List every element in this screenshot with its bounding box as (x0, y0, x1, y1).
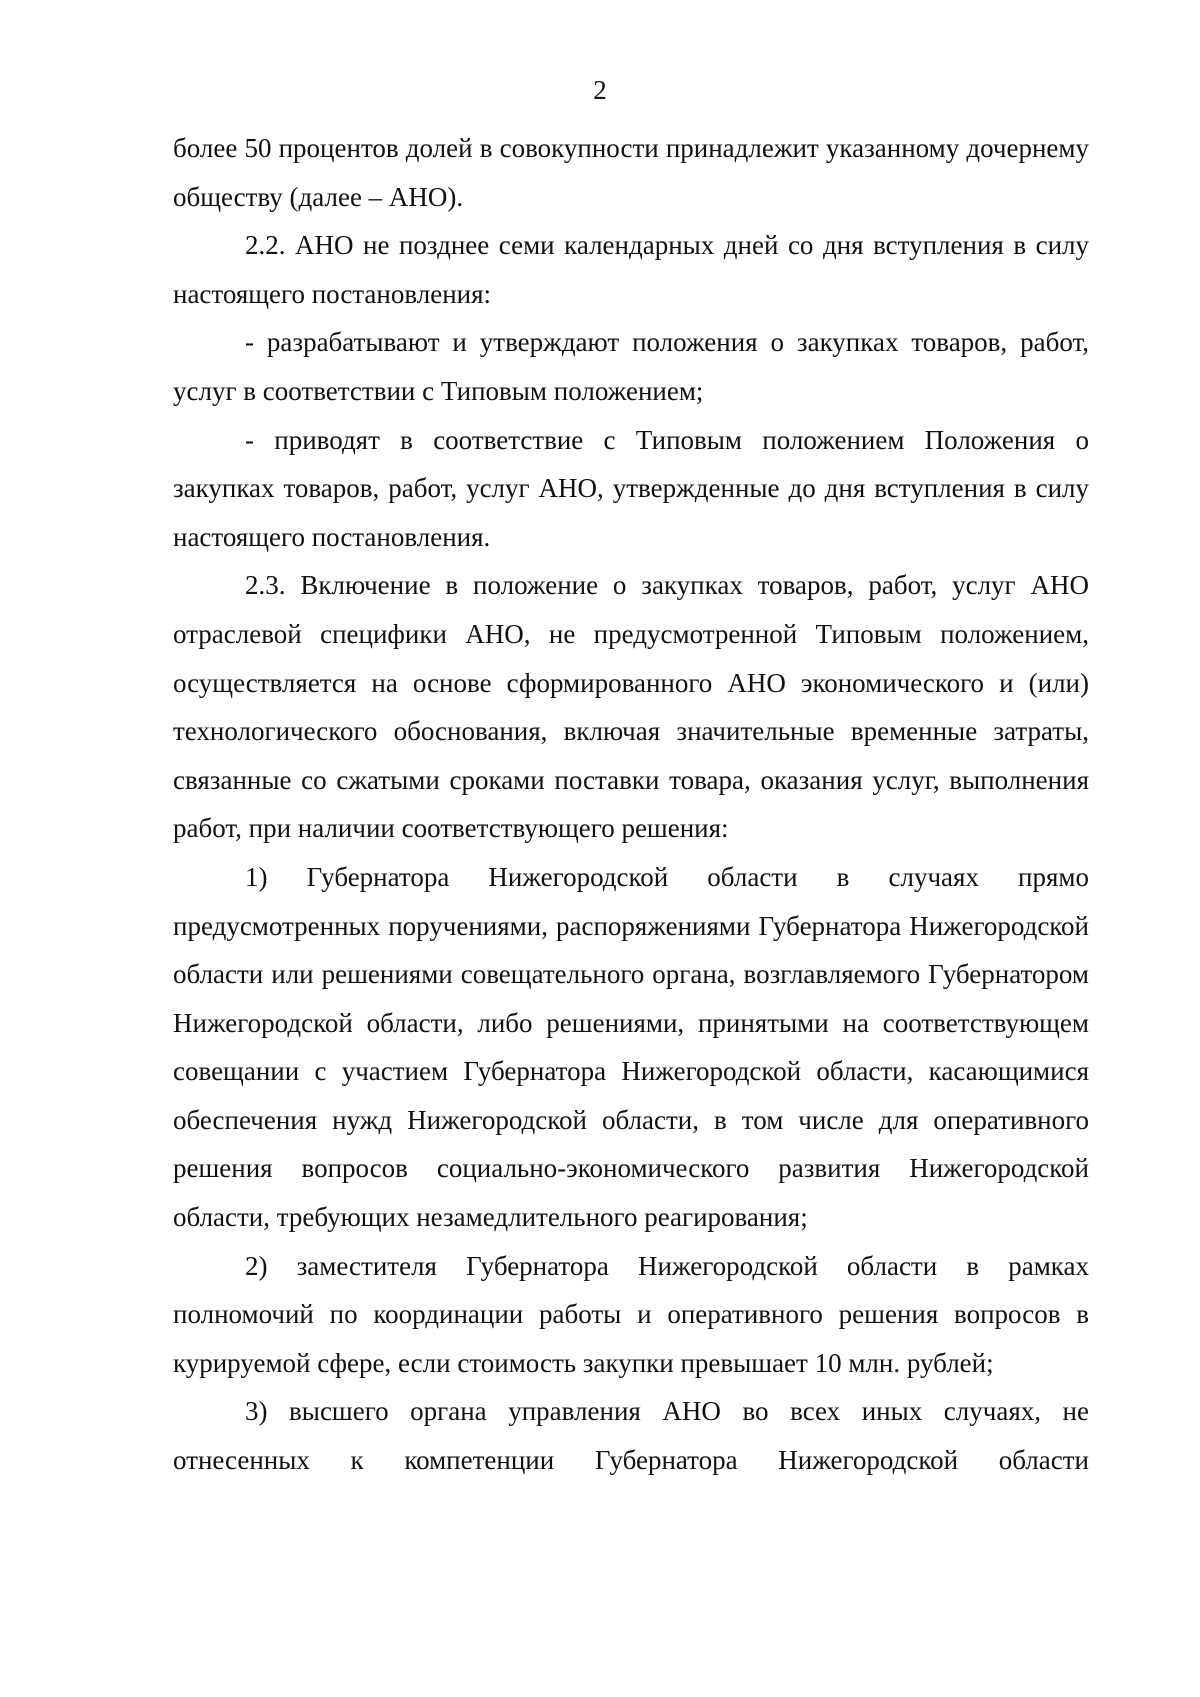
paragraph-develop-regulations: - разрабатывают и утверждают положения о закупках товаров, работ, услуг в соответствии с Типовым положением; (173, 327, 1089, 406)
paragraph-item-1: 1) Губернатора Нижегородской области в случаях прямо предусмотренных поручениями, распоряжениями Губернатора Нижегородской области или решениями совещательного органа, возглавляемого Губернатором Нижегородской области, либо решениями, принятыми на соответствующем совещании с участием Губернатора Нижегородской области, касающимися обеспечения нужд Нижегородской области, в том числе для оперативного решения вопросов социально-экономического развития Нижегородской области, требующих незамедлительного реагирования; (173, 861, 1089, 1233)
document-body (173, 124, 1089, 1485)
page-number: 2 (593, 75, 607, 105)
paragraph-2-2: 2.2. АНО не позднее семи календарных дней со дня вступления в силу настоящего постановления: (173, 230, 1089, 309)
paragraph-item-3: 3) высшего органа управления АНО во всех иных случаях, не отнесенных к компетенции Губернатора Нижегородской области (173, 1396, 1089, 1476)
paragraph-2-3: 2.3. Включение в положение о закупках товаров, работ, услуг АНО отраслевой специфики АНО, не предусмотренной Типовым положением, осуществляется на основе сформированного АНО экономического и (или) технологического обоснования, включая значительные временные затраты, связанные со сжатыми сроками поставки товара, оказания услуг, выполнения работ, при наличии соответствующего решения: (173, 570, 1089, 844)
paragraph-continuation: более 50 процентов долей в совокупности принадлежит указанному дочернему обществу (далее – АНО). (173, 133, 1089, 212)
paragraph-item-2: 2) заместителя Губернатора Нижегородской области в рамках полномочий по координации работы и оперативного решения вопросов в курируемой сфере, если стоимость закупки превышает 10 млн. рублей; (173, 1250, 1089, 1378)
paragraph-align-regulations: - приводят в соответствие с Типовым положением Положения о закупках товаров, работ, услуг АНО, утвержденные до дня вступления в силу настоящего постановления. (173, 424, 1089, 552)
